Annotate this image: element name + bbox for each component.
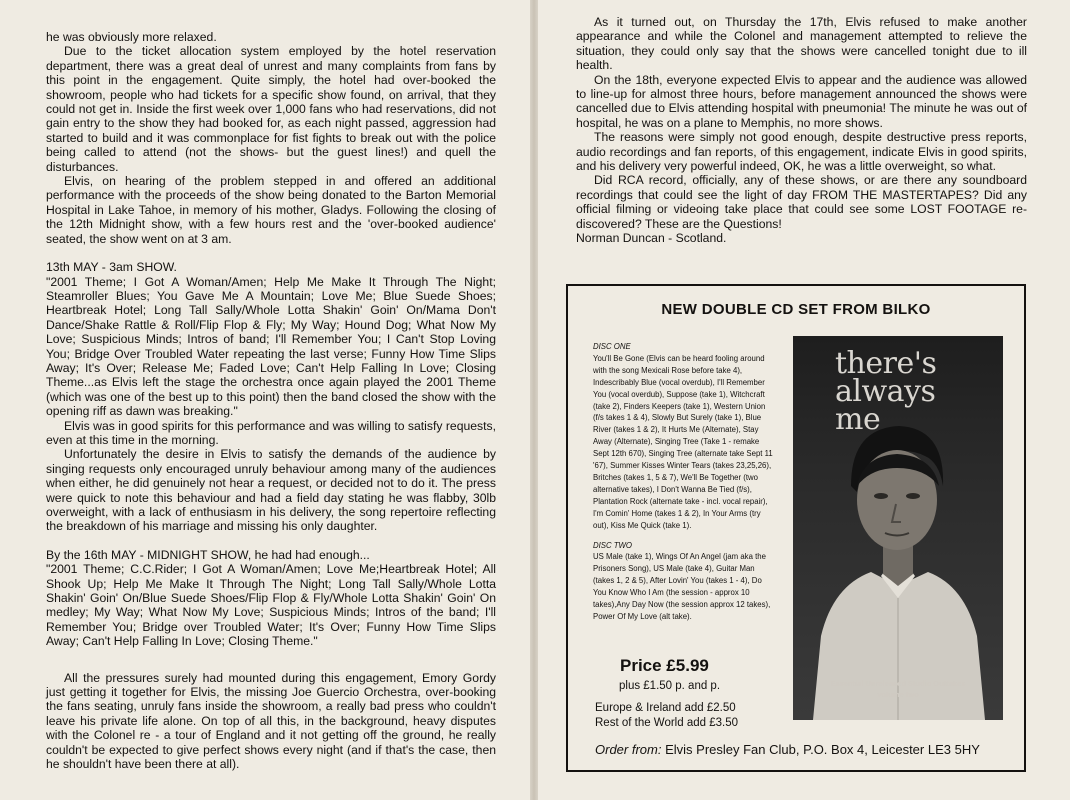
tracklist (593, 341, 775, 623)
show-heading-13th-may: 13th MAY - 3am SHOW. (46, 260, 177, 275)
left-column (46, 30, 496, 772)
paragraph: Elvis, on hearing of the problem stepped in and offered an additional performance with the proceeds of the show being donated to the Barton Memorial Hospital in Lake Tahoe, in memory of his mother, Gladys. Following the closing of the 12th Midnight show, with a few hours rest and the 'over-booked audience' seated, the show went on at 3 am. (46, 174, 496, 246)
right-column (576, 15, 1027, 246)
order-label: Order from: (595, 742, 662, 757)
rate-world: Rest of the World add £3.50 (595, 716, 738, 729)
album-cover-image (793, 336, 1003, 720)
paragraph: Elvis was in good spirits for this performance and was willing to satisfy requests, even at this time in the morning. (46, 418, 496, 447)
price: Price £5.99 (620, 656, 709, 675)
postage: plus £1.50 p. and p. (619, 680, 721, 692)
setlist-16th-may: "2001 Theme; C.C.Rider; I Got A Woman/Amen; Love Me;Heartbreak Hotel; All Shook Up; Help Me Make It Through The Night; Long Tall Sally/Whole Lotta Shakin' Goin' On/Blue Suede Shoes/Flip Flop & Fly/Whole Lotta Shakin' Goin' On medley; My Way; What Now My Love; Suspicious Minds; Intros of the band; I'll Remember You; Bridge over Troubled Water; It's Over; Funny How Time Slips Away; Can't Help Falling In Love; Closing Theme." (46, 562, 496, 649)
paragraph: The reasons were simply not good enough, despite destructive press reports, audio recordings and fan reports, of this engagement, indicate Elvis in good spirits, and his delivery very powerful indeed, OK, he was a little overweight, so what. (576, 130, 1027, 174)
show-heading-16th-may: By the 16th MAY - MIDNIGHT SHOW, he had had enough... (46, 547, 370, 562)
order-line (595, 742, 980, 757)
disc-one-tracks: You'll Be Gone (Elvis can be heard fooling around with the song Mexicali Rose before take 4), Indescribably Blue (vocal overdub), I'll Remember You (vocal overdub), Suppose (take 1), Witchcraft (take 2), Finders Keepers (take 1), Western Union (f/s takes 1 & 4), Slowly But Surely (take 1), Blue River (takes 1 & 2), It Hurts Me (Alternate), Stay Away (Alternate), Singing Tree (Take 1 - remake Sept 12th 670), Singing Tree (alternate take Sept 11 '67), Summer Kisses Winter Tears (takes 23,25,26), Britches (takes 1, 5 & 7), We'll Be Together (two alternative takes), I Don't Wanna Be Tied (f/s), Plantation Rock (alternate take - incl. vocal repair), I'm Comin' Home (takes 1 & 2), In Your Arms (try out), Kiss Me Quick (take 1). (593, 353, 773, 530)
paragraph: Due to the ticket allocation system employed by the hotel reservation department, there was a great deal of unrest and many complaints from fans by this point in the engagement. Quite simply, the hotel had over-booked the showroom, people who had tickets for a specific show found, on arrival, that they could not get in. Inside the first week over 1,000 fans who had reservations, did not gain entry to the show they had booked for, as each night passed, aggression had started to build and it was commonplace for fist fights to break out with the police being called to attend (not the shows- but the guest lines!) and quell the disturbances. (46, 44, 496, 174)
cover-title-line: there's (835, 346, 937, 381)
cover-subtitle-line: volume two (877, 690, 919, 699)
disc-two-label: DISC TWO (593, 540, 632, 550)
paragraph: On the 18th, everyone expected Elvis to appear and the audience was allowed to line-up for almost three hours, before management announced the shows were cancelled due to Elvis attending hospital with pneumonia! The minute he was out of hospital, he was on a plane to Memphis, no more shows. (576, 72, 1027, 130)
author-signoff: Norman Duncan - Scotland. (576, 231, 727, 246)
ad-title: NEW DOUBLE CD SET FROM BILKO (661, 301, 931, 318)
page-gutter (530, 0, 538, 800)
paragraph: As it turned out, on Thursday the 17th, Elvis refused to make another appearance and while the Colonel and management attempted to relieve the situation, they could only say that the shows were cancelled tonight due to ill health. (576, 15, 1027, 73)
cover-title (835, 346, 975, 437)
cover-subtitle (793, 678, 1003, 700)
cover-subtitle-line: Essential Unreleased Studio Outtakes (830, 679, 966, 688)
rate-europe: Europe & Ireland add £2.50 (595, 702, 736, 714)
cd-advertisement (566, 284, 1026, 772)
disc-two-tracks: US Male (take 1), Wings Of An Angel (jam aka the Prisoners Song), US Male (take 4), Guitar Man (takes 1, 2 & 5), After Lovin' You (takes 1 - 4), Do You Know Who I Am (the session - approx 10 takes),Any Day Now (the session approx 12 takes), Power Of My Love (alt take). (593, 552, 771, 621)
shipping-rates (595, 701, 738, 730)
paragraph: Did RCA record, officially, any of these shows, or are there any soundboard recordings that could see the light of day FROM THE MASTERTAPES? Did any official filming or videoing take place that could see some LOST FOOTAGE re-discovered? These are the Questions! (576, 173, 1027, 231)
paragraph: All the pressures surely had mounted during this engagement, Emory Gordy just getting it together for Elvis, the missing Joe Guercio Orchestra, over-booking the fans seating, unruly fans inside the showroom, a really bad press who couldn't leave his private life alone. On top of all this, in the background, heavy disputes with the Colonel re - a tour of England and it not getting off the ground, he really couldn't be expected to give perfect shows every night (and if that's the case, then he shouldn't have been there at all). (46, 670, 496, 772)
cover-title-line: always me (835, 374, 936, 437)
setlist-13th-may: "2001 Theme; I Got A Woman/Amen; Help Me Make It Through The Night; Steamroller Blues; You Gave Me A Mountain; Love Me; Blue Suede Shoes; Heartbreak Hotel; Long Tall Sally/Whole Lotta Shakin' Goin' On/Mama Don't Dance/Shake Rattle & Roll/Flip Flop & Fly; My Way; Hound Dog; What Now My Love; Suspicious Minds; Intros of band; I'll Remember You; I Can't Stop Loving You; Bridge Over Troubled Water repeating the last verse; Funny How Time Slips Away; It's Over; Release Me; Faded Love; Can't Help Falling In Love; Closing Theme...as Elvis left the stage the orchestra once again played the 2001 Theme (which was one of the best up to this point) then the band closed the show with the opening riff as dawn was breaking." (46, 274, 496, 419)
paragraph: Unfortunately the desire in Elvis to satisfy the demands of the audience by singing requests only encouraged unruly behaviour among many of the audiences when either, he did genuinely not hear a request, or decided not to do it. The press were quick to note this behaviour and had a field day stating he was flabby, 30lb overweight, with a lack of enthusiasm in his delivery, the song repertoire reflecting the breakdown of his marriage and missing his only daughter. (46, 447, 496, 534)
disc-one-label: DISC ONE (593, 342, 631, 351)
paragraph: he was obviously more relaxed. (46, 30, 217, 44)
order-address: Elvis Presley Fan Club, P.O. Box 4, Leicester LE3 5HY (665, 742, 980, 757)
